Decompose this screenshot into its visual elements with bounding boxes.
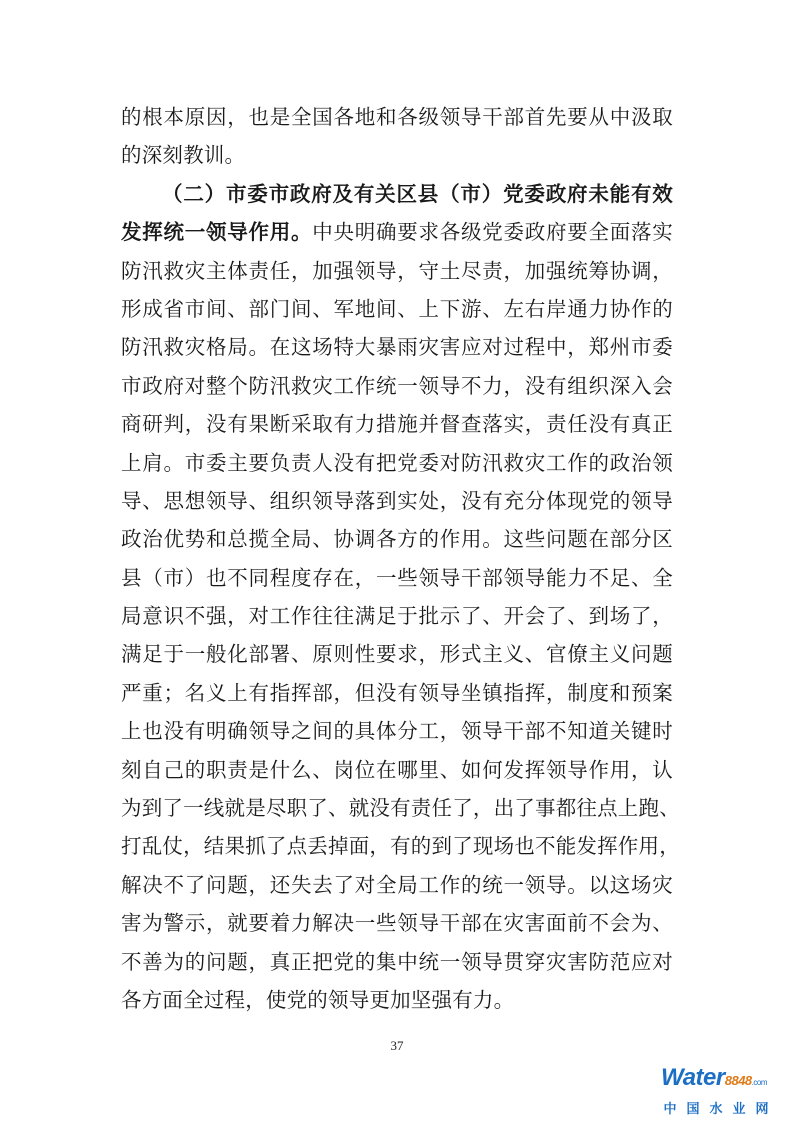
text-line: 打乱仗，结果抓了点丢掉面，有的到了现场也不能发挥作用，	[121, 834, 680, 859]
text-line: 的深刻教训。	[121, 143, 246, 168]
document-body	[121, 98, 680, 1019]
text-line: 严重；名义上有指挥部，但没有领导坐镇指挥，制度和预案	[121, 680, 673, 705]
text-line: 导、思想领导、组织领导落到实处，没有充分体现党的领导	[121, 488, 673, 513]
text-line: 解决不了问题，还失去了对全局工作的统一领导。以这场灾	[121, 872, 673, 897]
text-line: 县（市）也不同程度存在，一些领导干部领导能力不足、全	[121, 565, 673, 590]
text-line: 不善为的问题，真正把党的集中统一领导贯穿灾害防范应对	[121, 949, 673, 974]
text-line: 害为警示，就要着力解决一些领导干部在灾害面前不会为、	[121, 911, 673, 936]
watermark-wordmark: Water8848.com	[660, 1064, 767, 1091]
text-line: 上肩。市委主要负责人没有把党委对防汛救灾工作的政治领	[121, 450, 673, 475]
watermark-logo	[644, 1065, 784, 1117]
text-line: 的根本原因，也是全国各地和各级领导干部首先要从中汲取	[121, 105, 673, 129]
text-line: 防汛救灾格局。在这场特大暴雨灾害应对过程中，郑州市委	[121, 335, 673, 360]
text-line	[121, 213, 673, 251]
text-line: 局意识不强，对工作往往满足于批示了、开会了、到场了，	[121, 604, 673, 629]
text-line: 各方面全过程，使党的领导更加坚强有力。	[121, 987, 515, 1012]
text-line: 形成省市间、部门间、军地间、上下游、左右岸通力协作的	[121, 296, 673, 321]
text-line: 满足于一般化部署、原则性要求，形式主义、官僚主义问题	[121, 642, 673, 667]
text-line: 市政府对整个防汛救灾工作统一领导不力，没有组织深入会	[121, 373, 673, 398]
text-line: 商研判，没有果断采取有力措施并督查落实，责任没有真正	[121, 412, 673, 437]
section-heading: （二）市委市政府及有关区县（市）党委政府未能有效	[162, 181, 673, 206]
page-number: 37	[390, 1038, 404, 1053]
watermark-subtitle: 中国水业网	[663, 1102, 779, 1117]
text-line: 防汛救灾主体责任，加强领导，守土尽责，加强统筹协调，	[121, 258, 673, 283]
text-line: 刻自己的职责是什么、岗位在哪里、如何发挥领导作用，认	[121, 757, 673, 782]
text-line: 为到了一线就是尽职了、就没有责任了，出了事都往点上跑、	[121, 796, 680, 821]
text-line: 上也没有明确领导之间的具体分工，领导干部不知道关键时	[121, 719, 673, 744]
text-segment: 中央明确要求各级党委政府要全面落实	[312, 220, 673, 245]
text-line: 政治优势和总揽全局、协调各方的作用。这些问题在部分区	[121, 527, 673, 552]
section-heading-continued: 发挥统一领导作用。	[121, 220, 313, 245]
